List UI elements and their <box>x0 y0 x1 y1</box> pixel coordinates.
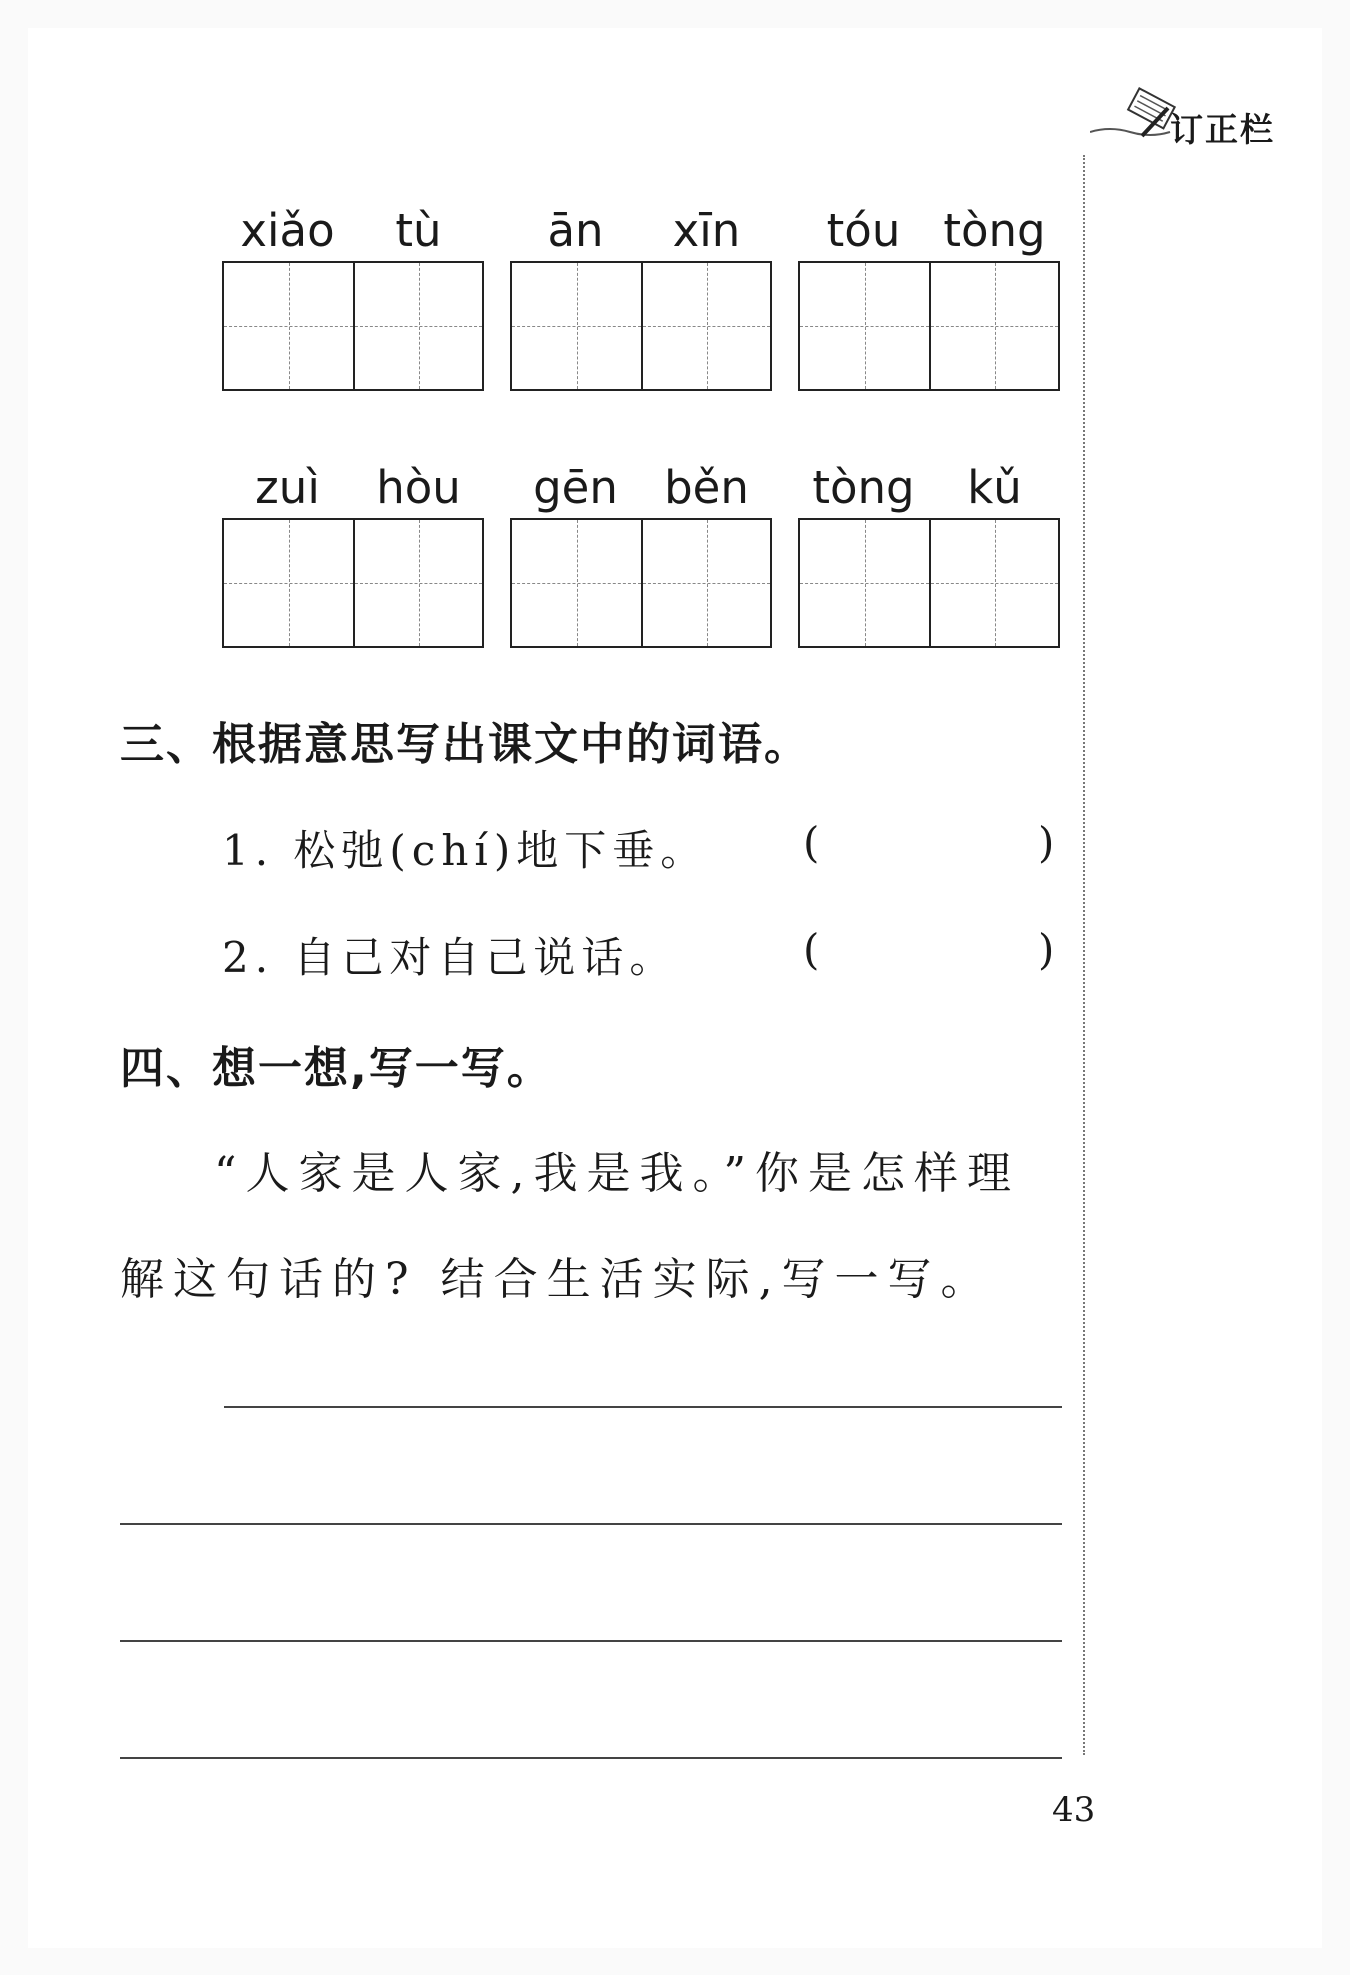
tianzige-cell[interactable] <box>929 520 1058 646</box>
writing-line[interactable] <box>224 1406 1062 1408</box>
character-grid-pair[interactable] <box>510 518 772 648</box>
pinyin-label: ān <box>547 204 604 257</box>
tianzige-cell[interactable] <box>929 263 1058 389</box>
prompt-line-1: “人家是人家,我是我。”你是怎样理 <box>214 1148 1020 1199</box>
writing-line[interactable] <box>120 1640 1062 1642</box>
tianzige-cell[interactable] <box>512 520 641 646</box>
tianzige-cell[interactable] <box>641 263 770 389</box>
section-3-title: 三、根据意思写出课文中的词语。 <box>120 719 810 770</box>
pinyin-label: hòu <box>376 461 461 514</box>
tianzige-cell[interactable] <box>641 520 770 646</box>
question-item: 2. 自己对自己说话。 <box>222 933 678 982</box>
writing-line[interactable] <box>120 1757 1062 1759</box>
tianzige-cell[interactable] <box>353 263 482 389</box>
tianzige-cell[interactable] <box>353 520 482 646</box>
pinyin-label: tòng <box>943 204 1046 257</box>
tianzige-cell[interactable] <box>224 520 353 646</box>
tianzige-cell[interactable] <box>800 520 929 646</box>
pinyin-label: tóu <box>826 204 901 257</box>
pinyin-label: xīn <box>672 204 741 257</box>
correction-column-title: 订正栏 <box>1170 110 1275 149</box>
pinyin-label: kǔ <box>967 461 1022 514</box>
pinyin-label: běn <box>664 461 749 514</box>
writing-line[interactable] <box>120 1523 1062 1525</box>
character-grid-pair[interactable] <box>510 261 772 391</box>
tianzige-cell[interactable] <box>512 263 641 389</box>
prompt-line-2: 解这句话的? 结合生活实际,写一写。 <box>120 1254 994 1305</box>
section-4-title: 四、想一想,写一写。 <box>120 1043 553 1094</box>
pinyin-label: gēn <box>533 461 618 514</box>
answer-open-paren: ( <box>803 925 820 974</box>
answer-close-paren: ) <box>1038 925 1055 974</box>
pinyin-label: tù <box>395 204 442 257</box>
answer-open-paren: ( <box>803 818 820 867</box>
correction-divider <box>1083 155 1085 1755</box>
tianzige-cell[interactable] <box>224 263 353 389</box>
question-item: 1. 松弛(chí)地下垂。 <box>222 826 709 875</box>
character-grid-pair[interactable] <box>798 518 1060 648</box>
page-number: 43 <box>1052 1790 1096 1830</box>
character-grid-pair[interactable] <box>798 261 1060 391</box>
character-grid-pair[interactable] <box>222 518 484 648</box>
pinyin-label: zuì <box>255 461 320 514</box>
character-grid-pair[interactable] <box>222 261 484 391</box>
answer-close-paren: ) <box>1038 818 1055 867</box>
tianzige-cell[interactable] <box>800 263 929 389</box>
pinyin-label: xiǎo <box>240 204 335 257</box>
pinyin-label: tòng <box>812 461 915 514</box>
